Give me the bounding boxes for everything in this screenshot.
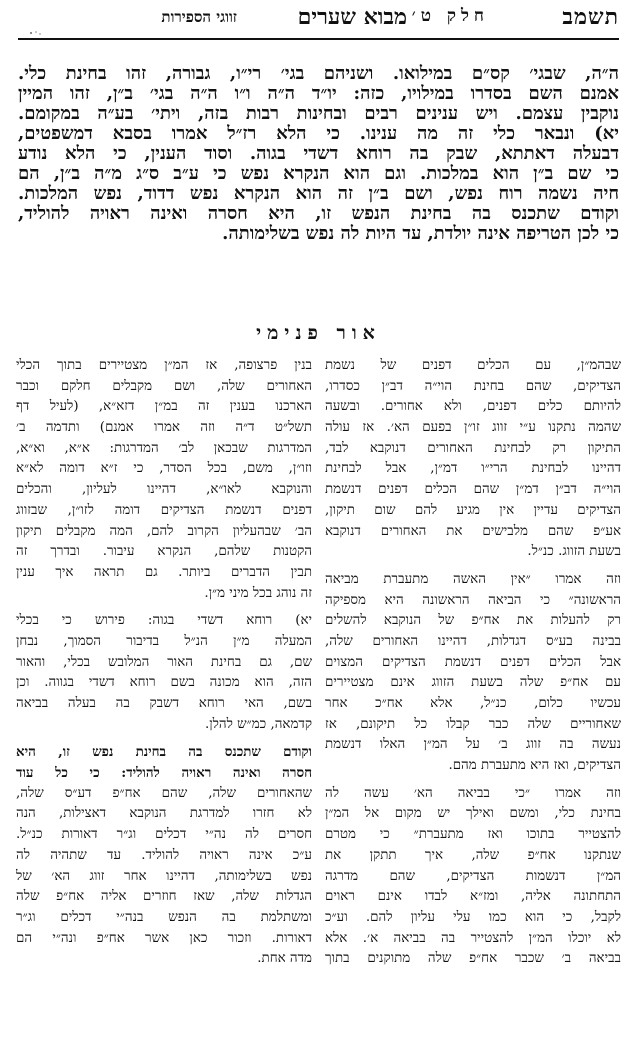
text-line: זה נוהג בכל מיני מ״ן. xyxy=(204,585,312,601)
section-title: אור פנימי xyxy=(256,322,381,344)
text-line: נעשה בה זווג ב׳ על המ״ן האלו דנשמת xyxy=(325,737,621,753)
text-line: תשל״ט ד״ה וזה אמרו אמנם) ותדמה ב׳ xyxy=(16,420,312,436)
text-line: חסרים לה נה״י דכלים וג״ר דאורות כנ״ל. xyxy=(16,827,312,843)
text-line: לא יוכלו המ״ן להצטייר בה בביאה א׳. אלא xyxy=(325,930,621,946)
text-line: שאחוריים שלה כבר קבלו כל תיקונם, אז xyxy=(325,716,621,732)
text-line: הקטנות שלהם, הנקרא עיבור. ובדרך זה xyxy=(16,544,312,560)
text-line: חיה נשמה רוח נפש, ושם ב״ן זה הוא הנקרא נפש דדוד, נפש המלכות. xyxy=(18,183,619,204)
text-line: להיותם כלים דפנים, ולא אחורים. ובשעה xyxy=(325,399,621,415)
text-line: קדמאה, כמ״ש להלן. xyxy=(204,716,312,732)
text-line: ומשתלמת בה הנפש בנה״י דכלים וג״ר xyxy=(16,909,312,925)
text-line: המדרגות שבכאן לב׳ המדרגות: א״א, וא״א, xyxy=(16,440,312,456)
text-line: הארכנו בענין זה במ״ן דזא״א, (לעיל דף xyxy=(16,399,312,415)
text-line: כי לכן הטריפה אינה יולדת, עד היות לה נפש בשלימותה. xyxy=(222,223,619,244)
text-line: התיקון רק לבחינת האחורים דנוקבא לבד, xyxy=(325,440,621,456)
text-line: וזה אמרו ״אין האשה מתעברת מביאה xyxy=(325,571,621,587)
text-line: הגדלות שלה, שאז חוזרים אליה אח״פ שלה xyxy=(16,889,312,905)
text-line: אע״פ שהם מלבישים את האחורים דנוקבא xyxy=(325,523,621,539)
text-line: שנתקנו אח״פ שלה, איך תתקן את xyxy=(325,847,621,863)
text-line: דפנים דנשמת הצדיקים דומה לזו״ן, שבזווג xyxy=(16,502,312,518)
text-line: דהיינו לבחינת הרי״ו דמ״ן, אבל לבחינת xyxy=(325,461,621,477)
text-line: דבעלה דאתתא, שבק בה רוחא דשדי בגוה. וסוד הענין, כי הלא נודע xyxy=(18,143,619,164)
text-line: חסרה ואינה ראויה להוליד: כי כל עוד xyxy=(16,765,312,782)
text-line: לקבל, כי הוא כמו עלי עליון להם. וע״כ xyxy=(325,909,621,925)
main-text-block xyxy=(18,64,619,244)
text-line: ע״כ אינה ראויה להוליד. עד שתהיה לה xyxy=(16,847,312,863)
text-line: בחינת כלי, ומשם ואילך יש מקום אל המ״ן xyxy=(325,806,621,822)
text-line: עם אח״פ שלה בשעת הזווג אינם מצטיירים xyxy=(325,675,621,691)
text-line: אבל הכלים דפנים דנשמת הצדיקים המצוים xyxy=(325,654,621,670)
text-line: להצטייר בתוכו ואז מתעברת״ כי מטרם xyxy=(325,827,621,843)
text-line: הצדיקים, ואז היא מתעברת מהם. xyxy=(448,758,621,774)
text-line: וזו״ן, משם, בכל הסדר, כי ז״א דומה לא״א xyxy=(16,461,312,477)
text-line: שבהמ״ן, עם הכלים דפנים של נשמת xyxy=(325,358,621,373)
ink-speck-icon xyxy=(28,30,44,36)
page-header xyxy=(0,0,637,38)
part-label: חלק ט׳ xyxy=(411,6,489,26)
text-line: תבין הדברים ביותר. גם תראה איך ענין xyxy=(16,564,312,580)
text-line: הראשונה״ כי הביאה הראשונה היא מספיקה xyxy=(325,592,621,608)
text-line: אמנם השם בסדרו במילויו, כזה: יו״ד ה״ה ו״ו ה״ה בגי׳ ב״ן, זהו המיין xyxy=(18,83,619,104)
text-line: וקודם שתכנס בה בחינת הנפש זו, היא חסרה ואינה ראויה להוליד, xyxy=(18,203,619,224)
text-line: הזה, הוא מכונה בשם רוחא דשדי בגווה. וכן xyxy=(16,675,312,691)
text-line: הב׳ שבהעליון הקרוב להם, המה מקבלים תיקון xyxy=(16,523,312,539)
text-line: בשם, האי רוחא דשבק בה בעלה בביאה xyxy=(16,696,312,711)
text-line: והנוקבא לאו״א, דהיינו לעליון, והכלים xyxy=(16,482,312,498)
text-line: הצדיקים עדיין אין מגיע להם שום תיקון, xyxy=(325,502,621,518)
text-line: הוי״ה דב״ן דמ״ן שהם הכלים דפנים דנשמת xyxy=(325,482,621,498)
text-line: בביאה ב׳ שכבר אח״פ שלה מתוקנים בתוך xyxy=(325,951,621,967)
text-line: הצדיקים, שהם בחינת הוי״ה דב״ן כסדרו, xyxy=(325,378,621,394)
text-line: נוקבין עצמם. ויש ענינים רבים ובחינות רבות בזה, ויתי׳ בע״ה במקומם. xyxy=(18,103,619,124)
page-number: תשמב xyxy=(562,4,619,30)
text-line: עכשיו כלום, כנ״ל, אלא אח״כ אחר xyxy=(325,696,621,711)
text-line: האחורים שלה, ושם מקבלים חלקם וכבר xyxy=(16,378,312,394)
text-line: כי שם ב״ן הוא במלכות. וגם הוא הנקרא נפש כי ע״ב ס״ג מ״ה ב״ן, הם xyxy=(18,163,619,184)
text-line: ה״ה, שבגי׳ קס״ם במילואו. ושניהם בגי׳ רי״ו, גבורה, זהו בחינת כלי. xyxy=(18,63,619,84)
text-line: שהמה נתקנו ע״י זווג זו״ן בפעם הא׳. אז עולה xyxy=(325,420,621,436)
text-line: יא) ונבאר כלי זה מה ענינו. כי הלא רז״ל אמרו בסבא דמשפטים, xyxy=(18,123,619,144)
text-line: יא) רוחא דשדי בגוה: פירוש כי בכלי xyxy=(16,613,312,629)
text-line: וקודם שתכנס בה בחינת נפש זו, היא xyxy=(16,744,312,761)
text-line: וזה אמרו ״כי בביאה הא׳ עשה לה xyxy=(325,785,621,801)
commentary-right-column xyxy=(325,356,621,970)
text-line: דאורות. וזכור כאן אשר אח״פ ונה״י הם xyxy=(16,930,312,946)
text-line: בבינה בע״ס דגדלות, דהיינו האחורים שלה, xyxy=(325,633,621,649)
text-line: בשעת הזווג. כנ״ל. xyxy=(527,544,621,560)
text-line: המעלה מ״ן הנ״ל בדיבור הסמוך, נבחן xyxy=(16,633,312,649)
book-title: מבוא שערים xyxy=(297,4,407,30)
text-line: שהאחורים שלה, שהם אח״פ דע״ס שלה, xyxy=(16,785,312,801)
text-line: רק להעלות את אח״פ של הנוקבא להשלים xyxy=(325,613,621,629)
text-line: מדה אחת. xyxy=(257,951,312,967)
text-line: שם, גם בחינת האור המלובש בכלי, והאור xyxy=(16,654,312,670)
text-line: בנין פרצופה, אז המ״ן מצטיירים בתוך הכלי xyxy=(16,358,312,373)
text-line: המ״ן דנשמות הצדיקים, שהם מדרגה xyxy=(325,868,621,884)
header-divider xyxy=(18,38,619,40)
text-line: התחתונה אליה, ומז״א לבדו אינם ראוים xyxy=(325,889,621,905)
chapter-title: זווגי הספירות xyxy=(161,8,237,26)
commentary-left-column xyxy=(16,356,312,970)
text-line: לא חזרו למדרגת הנוקבא דאצילות, הנה xyxy=(16,806,312,822)
text-line: נפש בשלימותה, דהיינו אחר זווג הא׳ של xyxy=(16,868,312,884)
